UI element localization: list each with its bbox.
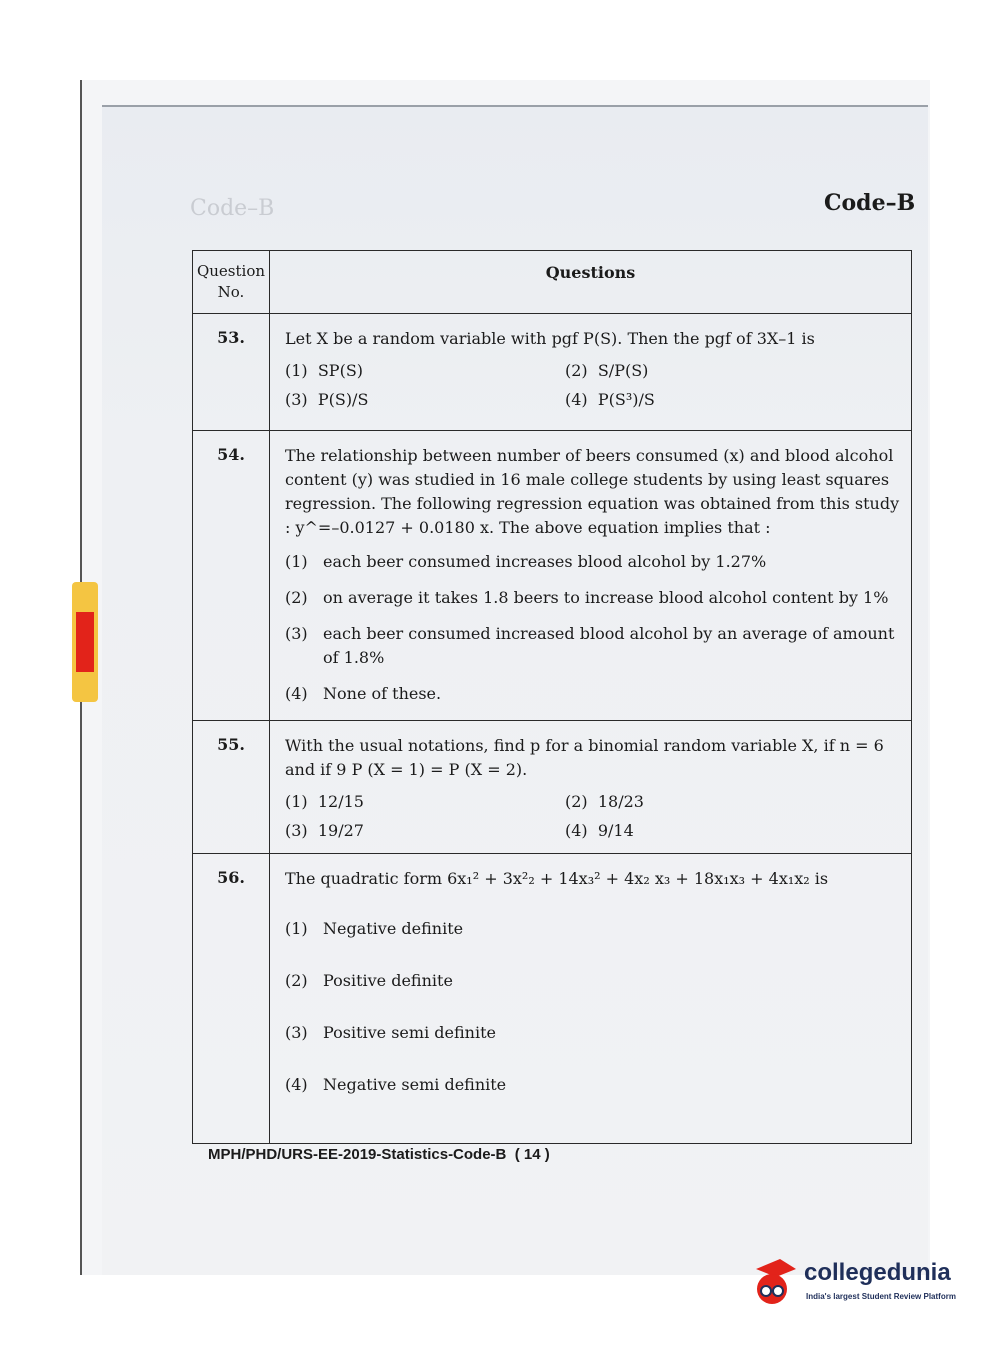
question-number: 54. — [193, 431, 270, 721]
footer-code: MPH/PHD/URS-EE-2019-Statistics-Code-B — [208, 1146, 507, 1163]
option: (3) Positive semi definite — [285, 1023, 496, 1042]
question-row — [193, 721, 912, 854]
option: (2) 18/23 — [565, 792, 644, 811]
option: (4) P(S³)/S — [565, 390, 655, 409]
code-label: Code–B — [824, 190, 916, 216]
header-questions: Questions — [270, 251, 912, 314]
option: (2) S/P(S) — [565, 361, 649, 380]
option: (3) 19/27 — [285, 821, 364, 840]
question-stem: The quadratic form 6x₁² + 3x²₂ + 14x₃² + 4x₂ x₃ + 18x₁x₃ + 4x₁x₂ is — [285, 869, 829, 888]
option: (4) None of these. — [285, 684, 442, 703]
question-body — [270, 721, 912, 854]
option: (2) Positive definite — [285, 971, 453, 990]
page-edge — [102, 105, 928, 107]
table-header — [193, 251, 912, 314]
option: (1) SP(S) — [285, 361, 364, 380]
question-row — [193, 314, 912, 431]
logo-tagline: India's largest Student Review Platform — [806, 1292, 956, 1301]
question-row — [193, 854, 912, 1144]
option: (4) Negative semi definite — [285, 1075, 507, 1094]
logo-name: collegedunia — [804, 1259, 951, 1286]
question-body — [270, 314, 912, 431]
option: (4) 9/14 — [565, 821, 634, 840]
bleed-through-text: Code–B — [190, 196, 275, 221]
collegedunia-logo — [750, 1255, 970, 1315]
question-number: 53. — [193, 314, 270, 431]
question-stem: With the usual notations, find p for a binomial random variable X, if n = 6 and if 9 P (X = 1) = P (X = 2). — [285, 736, 884, 779]
question-stem: Let X be a random variable with pgf P(S). Then the pgf of 3X–1 is — [285, 329, 815, 348]
question-number: 55. — [193, 721, 270, 854]
options-grid — [271, 355, 910, 421]
header-question-no: Question No. — [193, 251, 270, 314]
options-grid — [271, 786, 910, 852]
page-number: ( 14 ) — [514, 1146, 550, 1163]
option: (1) each beer consumed increases blood alcohol by 1.27% — [285, 552, 767, 571]
mascot-icon — [750, 1255, 802, 1311]
question-row — [193, 431, 912, 721]
option: (3) P(S)/S — [285, 390, 369, 409]
question-stem: The relationship between number of beers consumed (x) and blood alcohol content (y) was studied in 16 male college students by using least squares regression. The following regression equation was obtained from this study : y^=–0.0127 + 0.0180 x. The above equation implies that : — [285, 446, 900, 537]
option: (1) 12/15 — [285, 792, 364, 811]
page-footer — [208, 1146, 550, 1163]
question-table — [192, 250, 912, 1144]
question-body — [270, 854, 912, 1144]
sticker-mark — [70, 582, 100, 702]
option: (3) each beer consumed increased blood alcohol by an average of amount of 1.8% — [285, 624, 895, 667]
option: (2) on average it takes 1.8 beers to increase blood alcohol content by 1% — [285, 588, 889, 607]
question-body — [270, 431, 912, 721]
option: (1) Negative definite — [285, 919, 464, 938]
question-number: 56. — [193, 854, 270, 1144]
